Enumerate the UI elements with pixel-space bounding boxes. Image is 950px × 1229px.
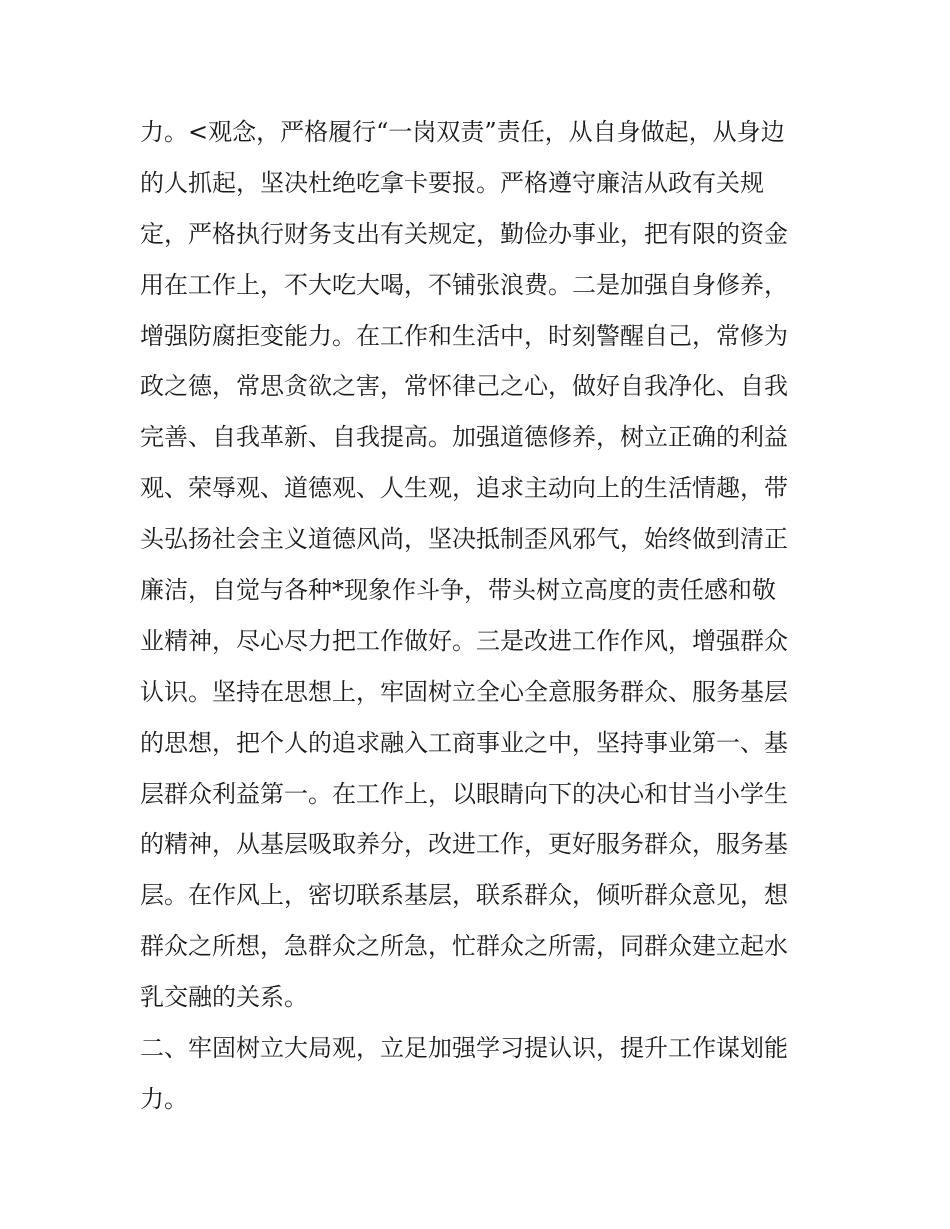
document-body <box>140 107 820 1125</box>
paragraph-line: 的人抓起，坚决杜绝吃拿卡要报。严格遵守廉洁从政有关规 <box>140 168 764 197</box>
paragraph-line: 的精神，从基层吸取养分，改进工作，更好服务群众，服务基 <box>140 830 788 859</box>
paragraph-line: 的思想，把个人的追求融入工商事业之中，坚持事业第一、基 <box>140 728 788 757</box>
paragraph-line: 群众之所想，急群众之所急，忙群众之所需，同群众建立起水 <box>140 932 788 961</box>
paragraph-line: 定，严格执行财务支出有关规定，勤俭办事业，把有限的资金 <box>140 219 788 248</box>
paragraph-line: 头弘扬社会主义道德风尚，坚决抵制歪风邪气，始终做到清正 <box>140 525 788 554</box>
paragraph-line: 业精神，尽心尽力把工作做好。三是改进工作作风，增强群众 <box>140 626 788 655</box>
paragraph-line: 层。在作风上，密切联系基层，联系群众，倾听群众意见，想 <box>140 881 788 910</box>
paragraph-line: 认识。坚持在思想上，牢固树立全心全意服务群众、服务基层 <box>140 677 788 706</box>
paragraph-line: 廉洁，自觉与各种*现象作斗争，带头树立高度的责任感和敬 <box>140 576 776 605</box>
paragraph-line: 增强防腐拒变能力。在工作和生活中，时刻警醒自己，常修为 <box>140 321 788 350</box>
paragraph-line: 观、荣辱观、道德观、人生观，追求主动向上的生活情趣，带 <box>140 474 788 503</box>
section-heading-line: 力。 <box>140 1084 188 1113</box>
paragraph-line: 乳交融的关系。 <box>140 983 308 1012</box>
paragraph-line: 政之德，常思贪欲之害，常怀律己之心，做好自我净化、自我 <box>140 372 788 401</box>
section-heading-line: 二、牢固树立大局观，立足加强学习提认识，提升工作谋划能 <box>140 1034 788 1063</box>
paragraph-line: 完善、自我革新、自我提高。加强道德修养，树立正确的利益 <box>140 423 788 452</box>
paragraph-line: 用在工作上，不大吃大喝，不铺张浪费。二是加强自身修养， <box>140 270 788 299</box>
paragraph-line: 力。<观念，严格履行“一岗双责”责任，从自身做起，从身边 <box>140 118 785 146</box>
paragraph-line: 层群众利益第一。在工作上，以眼睛向下的决心和甘当小学生 <box>140 779 788 808</box>
